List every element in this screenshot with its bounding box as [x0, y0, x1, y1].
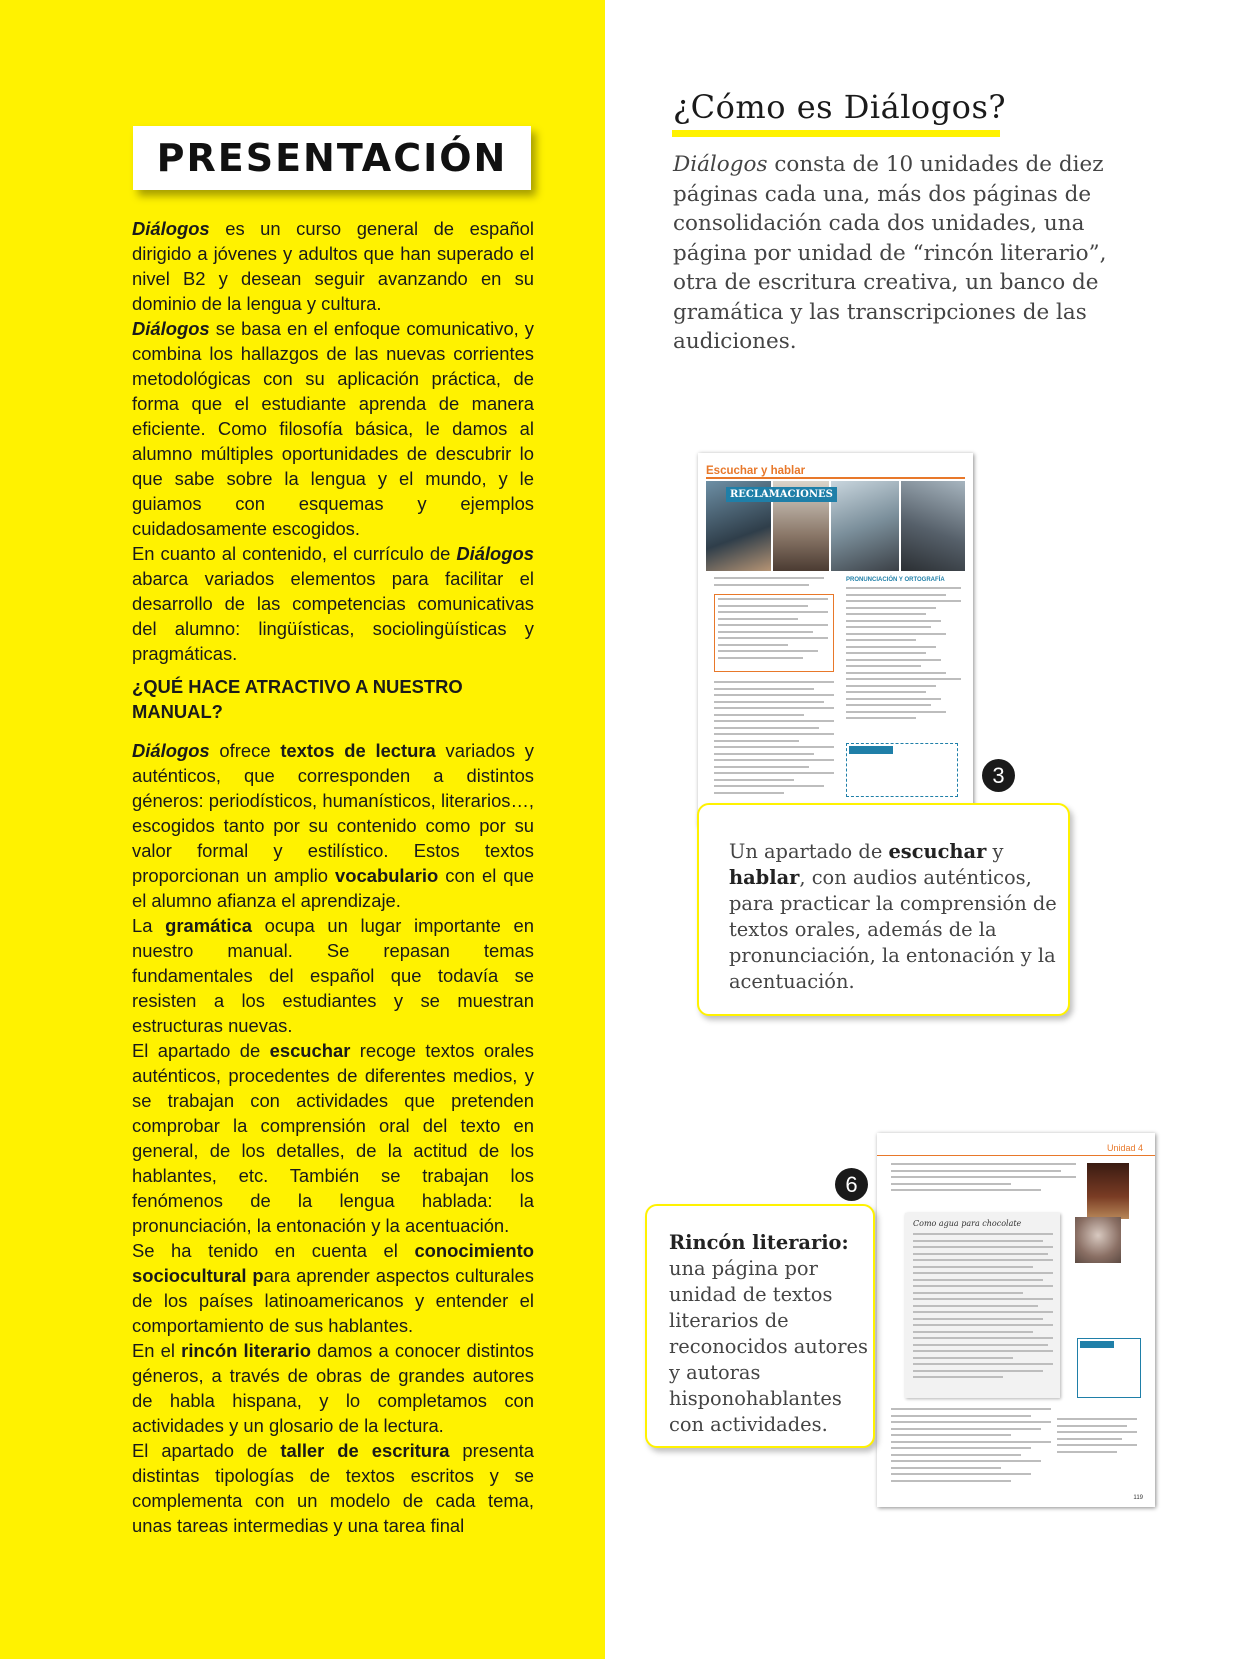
book-cover-image	[1087, 1163, 1129, 1219]
paragraph-listening: El apartado de escuchar recoge textos orales auténticos, procedentes de diferentes medios, y se trabajan con actividades que pretenden comprobar la comprensión oral del texto en general, de los detalles, de la actitud de los hablantes, etc. También se trabajan los fenómenos de la lengua hablada: la pronunciación, la entonación y la acentuación.	[132, 1040, 534, 1236]
paragraph-grammar: La gramática ocupa un lugar importante en nuestro manual. Se repasan temas fundamentales del español que todavía se resisten a los estudiantes y se muestran estructuras nuevas.	[132, 915, 534, 1036]
sample-page-literary	[877, 1133, 1155, 1507]
sample-page-listening	[698, 453, 973, 826]
title-underline	[672, 130, 1000, 137]
sample-glossary-box	[1077, 1338, 1141, 1398]
presentation-title: PRESENTACIÓN	[156, 136, 508, 180]
sample-text-lines	[714, 577, 834, 590]
sample-text-lines	[1057, 1418, 1137, 1457]
callout-literary	[645, 1204, 875, 1448]
sample-text-lines	[846, 587, 961, 724]
paragraph-content: En cuanto al contenido, el currículo de Diálogos abarca variados elementos para facilitar el desarrollo de las competencias comunicativas del alumno: lingüísticas, sociolingüísticas y pragmáticas.	[132, 543, 534, 664]
callout-listening	[697, 803, 1070, 1016]
sample-reading-excerpt: Como agua para chocolate	[905, 1213, 1060, 1398]
right-intro: Diálogos consta de 10 unidades de diez páginas cada una, más dos páginas de consolidación cada dos unidades, una página por unidad de “rincón literario”, otra de escritura creativa, un banco de gramática y las transcripciones de las audiciones.	[673, 152, 1107, 354]
paragraph-literary: En el rincón literario damos a conocer distintos géneros, a través de obras de grandes autores de habla hispana, y lo completamos con actividades y un glosario de la lectura.	[132, 1340, 534, 1436]
sample-page-number: 119	[1133, 1495, 1143, 1501]
paragraph-reading: Diálogos ofrece textos de lectura variados y auténticos, que corresponden a distintos géneros: periodísticos, humanísticos, literarios…, escogidos tanto por su contenido como por su valor formal y estilístico. Estos textos proporcionan un amplio vocabulario con el que el alumno afianza el aprendizaje.	[132, 740, 534, 911]
sample-text-lines	[891, 1163, 1076, 1196]
callout-number-6: 6	[835, 1168, 868, 1201]
sample-unit-label: Unidad 4	[1106, 1143, 1143, 1153]
section-heading: ¿QUÉ HACE ATRACTIVO A NUESTRO MANUAL?	[132, 676, 463, 722]
sample-text-lines	[891, 1408, 1051, 1486]
paragraph-writing: El apartado de taller de escritura presenta distintas tipologías de textos escritos y se complementa con un modelo de cada tema, unas tareas intermedias y una tarea final	[132, 1440, 534, 1536]
right-title: ¿Cómo es Diálogos?	[673, 88, 1007, 126]
paragraph-culture: Se ha tenido en cuenta el conocimiento sociocultural para aprender aspectos culturales de los países latinoamericanos y entender el comportamiento de sus hablantes.	[132, 1240, 534, 1336]
sample-unit-rule	[877, 1155, 1155, 1156]
sample-text-lines	[718, 598, 828, 663]
sample-tip-box	[846, 743, 958, 797]
presentation-body	[132, 216, 534, 1538]
callout-listening-text: Un apartado de escuchar y hablar, con audios auténticos, para practicar la comprensión de textos orales, además de la pronunciación, la entonación y la acentuación.	[729, 840, 1057, 993]
paragraph-approach: Diálogos se basa en el enfoque comunicativo, y combina los hallazgos de las nuevas corrientes metodológicas con su aplicación práctica, de forma que el estudiante aprenda de manera eficiente. Como filosofía básica, le damos al alumno múltiples oportunidades de descubrir lo que sabe sobre la lengua y el mundo, y le guiamos con esquemas y ejemplos cuidadosamente escogidos.	[132, 318, 534, 539]
callout-number-3: 3	[982, 759, 1015, 792]
sample-text-lines	[714, 681, 834, 798]
presentation-title-box	[133, 126, 531, 190]
callout-literary-text: Rincón literario: una página por unidad de textos literarios de reconocidos autores y autoras hisponohablantes con actividades.	[669, 1231, 868, 1436]
paragraph-intro: Diálogos es un curso general de español dirigido a jóvenes y adultos que han superado el nivel B2 y desean seguir avanzando en su dominio de la lengua y cultura.	[132, 218, 534, 314]
author-photo	[1075, 1217, 1121, 1263]
sample-banner: RECLAMACIONES	[726, 487, 837, 502]
sample-subheading: PRONUNCIACIÓN Y ORTOGRAFÍA	[846, 577, 945, 583]
sample-section-header: Escuchar y hablar	[706, 461, 965, 479]
